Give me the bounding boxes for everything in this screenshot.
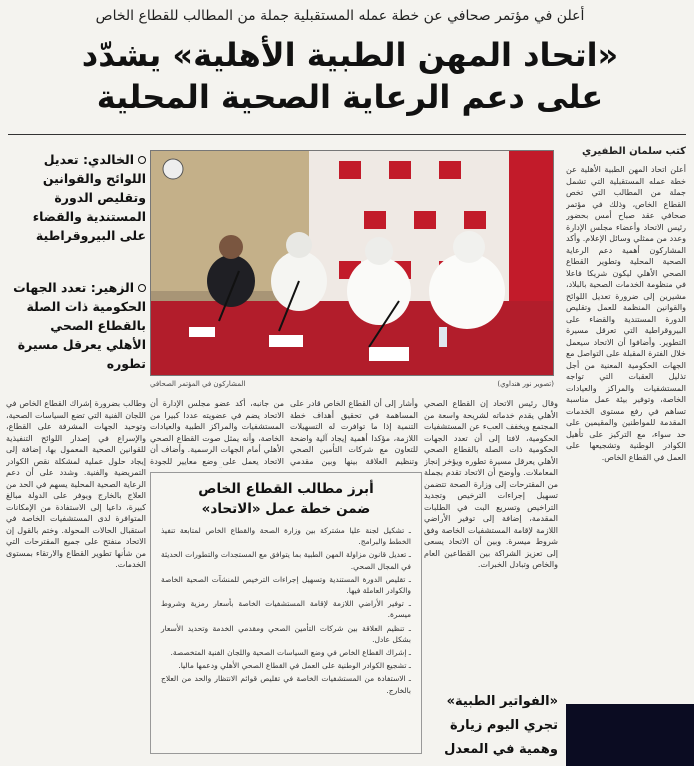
box-item: ـ تشجيع الكوادر الوطنية على العمل في القطاع الصحي الأهلي ودعمها ماليا. — [178, 661, 411, 671]
text-column-3: وأشار إلى أن القطاع الخاص قادر على المساهمة في تحقيق أهداف خطة التنمية إذا ما توافرت له التسهيلات اللازمة، مؤكدا أهمية إيجاد آلية واضحة للتعاون مع شركات التأمين الصحي وتنظيم العلاقة بينها وبين مقدمي — [290, 399, 418, 466]
headline-line-1: «اتحاد المهن الطبية الأهلية» يشدّد — [81, 36, 619, 74]
article-kicker: أعلن في مؤتمر صحافي عن خطة عمله المستقبلية جملة من المطالب للقطاع الخاص — [95, 8, 585, 24]
byline: كتب سلمان الطفيري — [582, 146, 686, 157]
bullet-icon — [138, 284, 146, 292]
box-item: ـ تنظيم العلاقة بين شركات التأمين الصحي ومقدمي الخدمة وتحديد الأسعار بشكل عادل. — [161, 623, 411, 644]
box-item: ـ تشكيل لجنة عليا مشتركة بين وزارة الصحة والقطاع الخاص لمتابعة تنفيذ الخطط والبرامج. — [161, 526, 411, 547]
box-item: ـ الاستفادة من المستشفيات الخاصة في تقليص قوائم الانتظار والحد من العلاج بالخارج. — [161, 674, 411, 695]
text-column-4: من جانبه، أكد عضو مجلس الإدارة أن الاتحاد يضم في عضويته عددا كبيرا من المستشفيات والمراكز الطبية والعيادات الخاصة، وأنه يمثل صوت القطاع الصحي الأهلي أمام الجهات الرسمية. وأضاف أن الاتحاد يعمل على وضع معايير للجودة — [150, 399, 284, 466]
box-item: ـ توفير الأراضي اللازمة لإقامة المستشفيات الخاصة بأسعار رمزية وشروط ميسرة. — [161, 599, 411, 620]
demands-box — [150, 472, 422, 754]
sub-headline: «الفواتير الطبية» تجري اليوم زيارة وهمية في المعدل — [444, 694, 558, 757]
article-headline — [30, 34, 670, 118]
photo-caption — [150, 380, 554, 388]
divider — [8, 134, 686, 135]
press-conference-photo — [150, 150, 554, 376]
photo-illustration — [150, 151, 553, 376]
pull-quote-1 — [6, 150, 146, 245]
box-title — [151, 479, 421, 519]
box-item: ـ تقليص الدورة المستندية وتسهيل إجراءات الترخيص للمنشآت الصحية الخاصة والكوادر العاملة فيها. — [161, 574, 411, 596]
pull-quote-2 — [6, 278, 146, 373]
text-column-5: وطالب بضرورة إشراك القطاع الخاص في اللجان الفنية التي تضع السياسات الصحية، وتوحيد الجهات المشرفة على القطاع، والإسراع في إصدار اللوائح التنفيذية للقوانين الصحية المعمول بها، إضافة إلى إيجاد حلول عملية لمشكلة نقص الكوادر التمريضية والفنية. وشدد على أن دعم الرعاية الصحية المحلية يسهم في الحد من العلاج بالخارج ويوفر على الدولة مبالغ كبيرة، داعيا إلى الاستفادة من الإمكانات المتوافرة لدى المستشفيات الخاصة في استقبال الحالات المحولة. وختم بالقول إن الاتحاد منفتح على جميع المقترحات التي من شأنها تطوير القطاع والارتقاء بمستوى الخدمات. — [6, 399, 146, 569]
headline-line-2: على دعم الرعاية الصحية المحلية — [96, 78, 604, 116]
box-body — [151, 519, 421, 704]
photo-credit: (تصوير نور هنداوي) — [497, 380, 554, 388]
text-column-2: وقال رئيس الاتحاد إن القطاع الصحي الأهلي يقدم خدماته لشريحة واسعة من المجتمع ويخفف العبء عن المستشفيات الحكومية، لافتا إلى أن تعدد الجهات الحكومية ذات الصلة بالقطاع الصحي الأهلي يعرقل مسيرة تطوره ويؤخر إنجاز المعاملات. وأوضح أن الاتحاد تقدم بجملة من المقترحات إلى وزارة الصحة تتضمن تسهيل إجراءات الترخيص وتجديد التراخيص وتسريع البت في الطلبات المقدمة، إضافة إلى توفير الأراضي اللازمة لإقامة المستشفيات الخاصة وفق شروط ميسرة. وبين أن الاتحاد يسعى إلى تعزيز الشراكة بين القطاعين العام والخاص وتبادل الخبرات. — [424, 399, 558, 569]
box-title-line-1: أبرز مطالب القطاع الخاص — [198, 481, 374, 497]
box-title-line-2: ضمن خطة عمل «الاتحاد» — [201, 501, 371, 517]
ad-block — [566, 704, 694, 766]
box-item: ـ تعديل قانون مزاولة المهن الطبية بما يتوافق مع المستجدات والتطورات الحديثة في المجال الصحي. — [161, 550, 411, 571]
box-item: ـ إشراك القطاع الخاص في وضع السياسات الصحية واللجان الفنية المتخصصة. — [170, 648, 411, 658]
photo-caption-text: المشاركون في المؤتمر الصحافي — [150, 380, 246, 388]
pull-quote-1-text: الخالدي: تعديل اللوائح والقوانين وتقليص الدورة المستندية والقضاء على البيروقراطية — [32, 152, 146, 243]
pull-quote-2-text: الزهير: تعدد الجهات الحكومية ذات الصلة بالقطاع الصحي الأهلي يعرقل مسيرة تطوره — [13, 280, 146, 371]
text-column-right: أعلن اتحاد المهن الطبية الأهلية عن خطة عمله المستقبلية التي تشمل جملة من المطالب التي تخص القطاع الخاص، وذلك في مؤتمر صحافي عقد صباح أمس بحضور رئيس الاتحاد وأعضاء مجلس الإدارة وعدد من ممثلي وسائل الإعلام. وأكد المشاركون أهمية دعم الرعاية الصحية المحلية وتطوير القطاع الصحي الأهلي ليكون شريكا فاعلا في منظومة الخدمات الصحية بالبلاد، مشيرين إلى ضرورة تعديل اللوائح والقوانين المنظمة للعمل وتقليص الدورة المستندية والقضاء على البيروقراطية التي تعرقل مسيرة التطوير. وأضافوا أن الاتحاد سيعمل خلال الفترة المقبلة على التواصل مع الجهات الحكومية المعنية من أجل تذليل العقبات التي تواجه المستشفيات والمراكز والعيادات الخاصة، وتوفير بيئة عمل مناسبة تساهم في رفع مستوى الخدمات المقدمة للمواطنين والمقيمين على حد سواء، مع التركيز على تأهيل الكوادر الوطنية وتشجيعها على العمل في القطاع الخاص. — [566, 165, 686, 462]
bullet-icon — [138, 156, 146, 164]
